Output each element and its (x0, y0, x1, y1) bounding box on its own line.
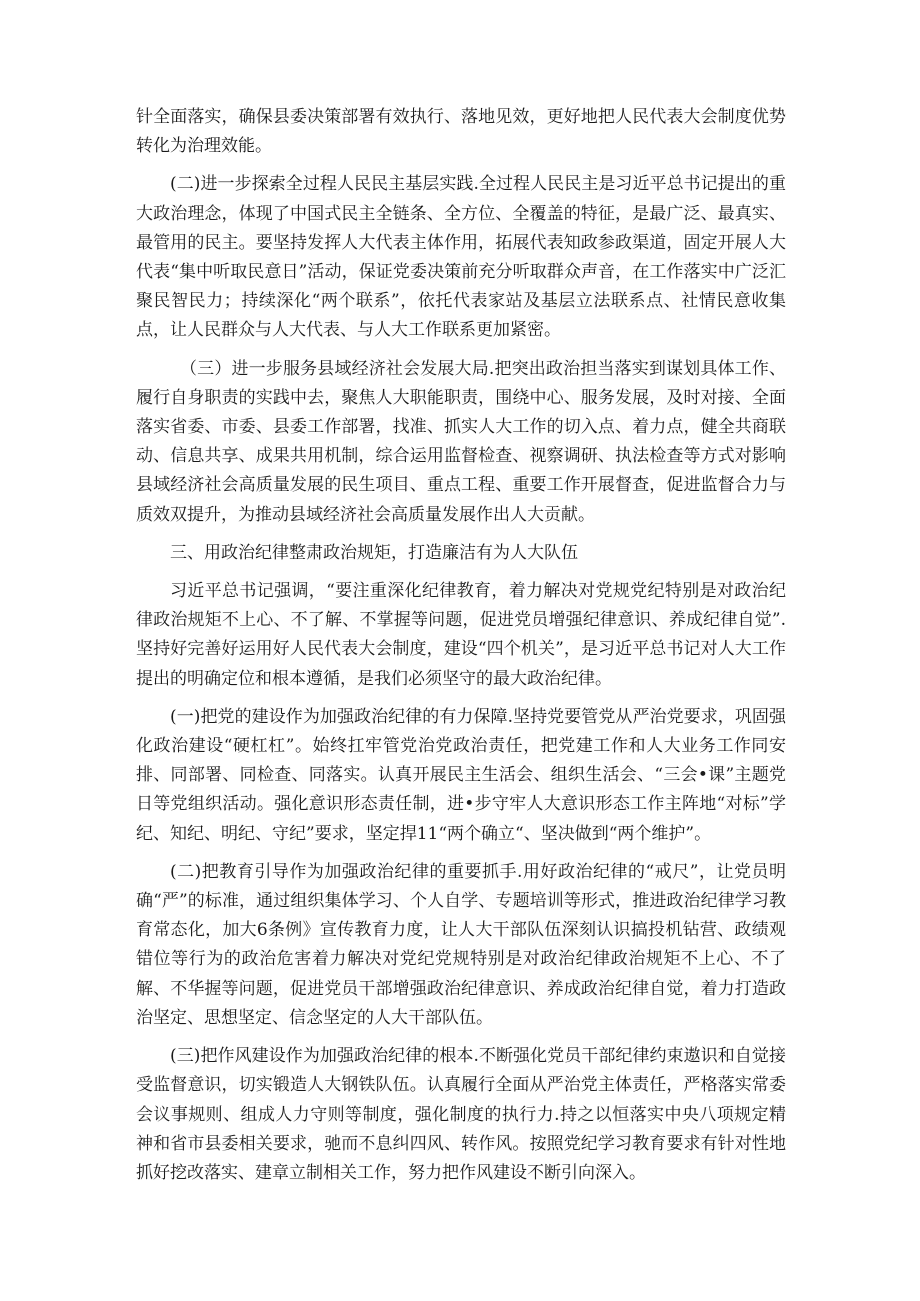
document-body (136, 103, 786, 1197)
paragraph-continuation: 针全面落实，确保县委决策部署有效执行、落地见效，更好地把人民代表大会制度优势转化为治理效能。 (136, 107, 786, 157)
paragraph-section-3-2: (二)把教育引导作为加强政治纪律的重要抓手.用好政治纪律的“戒尺”，让党员明确“严”的标准，通过组织集体学习、个人自学、专题培训等形式，推进政治纪律学习教育常态化，加大6条例》宣传教育力度，让人大干部队伍深刻认识搞投机钻营、政绩观错位等行为的政治危害着力解决对党纪党规特别是对政治纪律政治规矩不上心、不了解、不华握等问题，促进党员干部增强政治纪律意识、养成政治纪律自觉，着力打造政治坚定、思想坚定、信念坚定的人大干部队伍。 (136, 861, 786, 1028)
paragraph-section-2-3: （三）进一步服务县域经济社会发展大局.把突出政治担当落实到谋划具体工作、履行自身职责的实践中去，聚焦人大职能职责，围绕中心、服务发展，及时对接、全面落实省委、市委、县委工作部署，找准、抓实人大工作的切入点、着力点，健全共商联动、信息共享、成果共用机制，综合运用监督检查、视察调研、执法检查等方式对影响县域经济社会高质量发展的民生项目、重点工程、重要工作开展督查，促进监督合力与质效双提升，为推动县域经济社会高质量发展作出人大贡献。 (136, 358, 786, 525)
paragraph-section-3-3: (三)把作风建设作为加强政治纪律的根本.不断强化党员干部纪律约束遨识和自觉接受监督意识，切实锻造人大钢铁队伍。认真履行全面从严治党主体责任，严格落实常委会议事规则、组成人力守则等制度，强化制度的执行力.持之以恒落实中央八项规定精神和省市县委相关要求，驰而不息纠四风、转作风。按照党纪学习教育要求有针对性地抓好挖改落实、建章立制相关工作，努力把作风建设不断引向深入。 (136, 1046, 786, 1183)
paragraph-section-3-1: (一)把党的建设作为加强政治纪律的有力保障.坚持党要管党从严治党要求，巩固强化政治建设“硬杠杠”。始终扛牢管党治党政治责任，把党建工作和人大业务工作同安排、同部署、同检查、同落实。认真开展民主生活会、组织生活会、“三会•课”主题党日等党组织活动。强化意识形态责任制，进•步守牢人大意识形态工作主阵地“对标”学纪、知纪、明纪、守纪”要求，坚定捍11“两个确立“、坚决做到“两个维护”。 (136, 706, 786, 844)
section-heading-3: 三、用政治纪律整肃政治规矩，打造廉洁有为人大队伍 (170, 542, 578, 563)
paragraph-section-3-intro: 习近平总书记强调，“要注重深化纪律教育，着力解决对党规党纪特别是对政治纪律政治规矩不上心、不了解、不掌握等问题，促进党员增强纪律意识、养成纪律自觉”.坚持好完善好运用好人民代表大会制度，建设“四个机关”，是习近平总书记对人大工作提出的明确定位和根本遵循，是我们必须坚守的最大政治纪律。 (136, 581, 786, 689)
paragraph-section-2-2: (二)进一步探索全过程人民民主基层实践.全过程人民民主是习近平总书记提出的重大政治理念，体现了中国式民主全链条、全方位、全覆盖的特征，是最广泛、最真实、最管用的民主。要坚持发挥人大代表主体作用，拓展代表知政参政渠道，固定开展人大代表“集中听取民意日”活动，保证党委决策前充分听取群众声音，在工作落实中广泛汇聚民智民力；持续深化“两个联系”，依托代表家站及基层立法联系点、社情民意收集点，让人民群众与人大代表、与人大工作联系更加紧密。 (136, 174, 786, 341)
